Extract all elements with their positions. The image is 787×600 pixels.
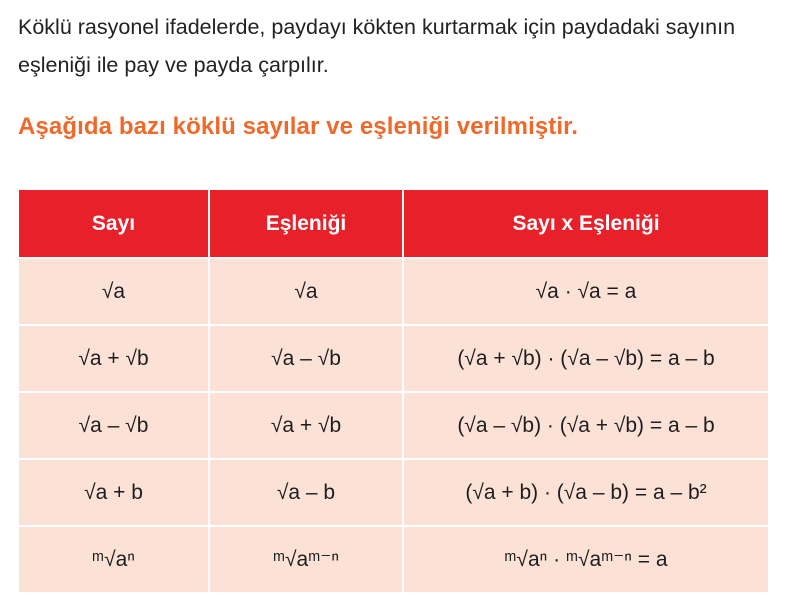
math-expr: ᵐ√aⁿ · ᵐ√aᵐ⁻ⁿ = a [504,548,668,571]
table-row [18,459,769,526]
math-expr: √a [101,279,126,303]
math-expr: √a – √b [271,346,341,370]
cell-sayi [18,459,209,526]
header-eslenik: Eşleniği [209,189,403,258]
math-expr: ᵐ√aᵐ⁻ⁿ [272,548,339,571]
math-expr: ᵐ√aⁿ [92,547,135,571]
cell-carpim [403,392,769,459]
math-expr: √a + √b [270,413,342,437]
cell-carpim [403,459,769,526]
cell-sayi [18,325,209,392]
math-expr: √a [294,279,318,303]
cell-carpim [403,258,769,325]
section-heading: Aşağıda bazı köklü sayılar ve eşleniği verilmiştir. [18,113,579,140]
cell-sayi [18,258,209,325]
math-expr: (√a – √b) · (√a + √b) = a – b [457,413,715,437]
header-carpim: Sayı x Eşleniği [403,189,769,258]
cell-eslenik [209,526,403,593]
cell-carpim [403,526,769,593]
table-row [18,325,769,392]
math-expr: (√a + b) · (√a – b) = a – b² [465,480,707,504]
math-expr: √a · √a = a [535,279,637,303]
table-row [18,526,769,593]
cell-sayi [18,526,209,593]
table-header-row [18,189,769,258]
table-row [18,258,769,325]
cell-carpim [403,325,769,392]
conjugate-table [17,188,770,594]
header-sayi: Sayı [18,189,209,258]
math-expr: √a – b [276,480,336,504]
math-expr: √a + √b [78,346,149,370]
cell-sayi [18,392,209,459]
table-row [18,392,769,459]
math-expr: √a – √b [78,413,149,437]
cell-eslenik [209,258,403,325]
cell-eslenik [209,325,403,392]
cell-eslenik [209,392,403,459]
cell-eslenik [209,459,403,526]
intro-paragraph: Köklü rasyonel ifadelerde, paydayı kökten kurtarmak için paydadaki sayının eşleniği ile pay ve payda çarpılır. [18,15,736,77]
math-expr: √a + b [84,480,143,504]
math-expr: (√a + √b) · (√a – √b) = a – b [457,346,715,370]
